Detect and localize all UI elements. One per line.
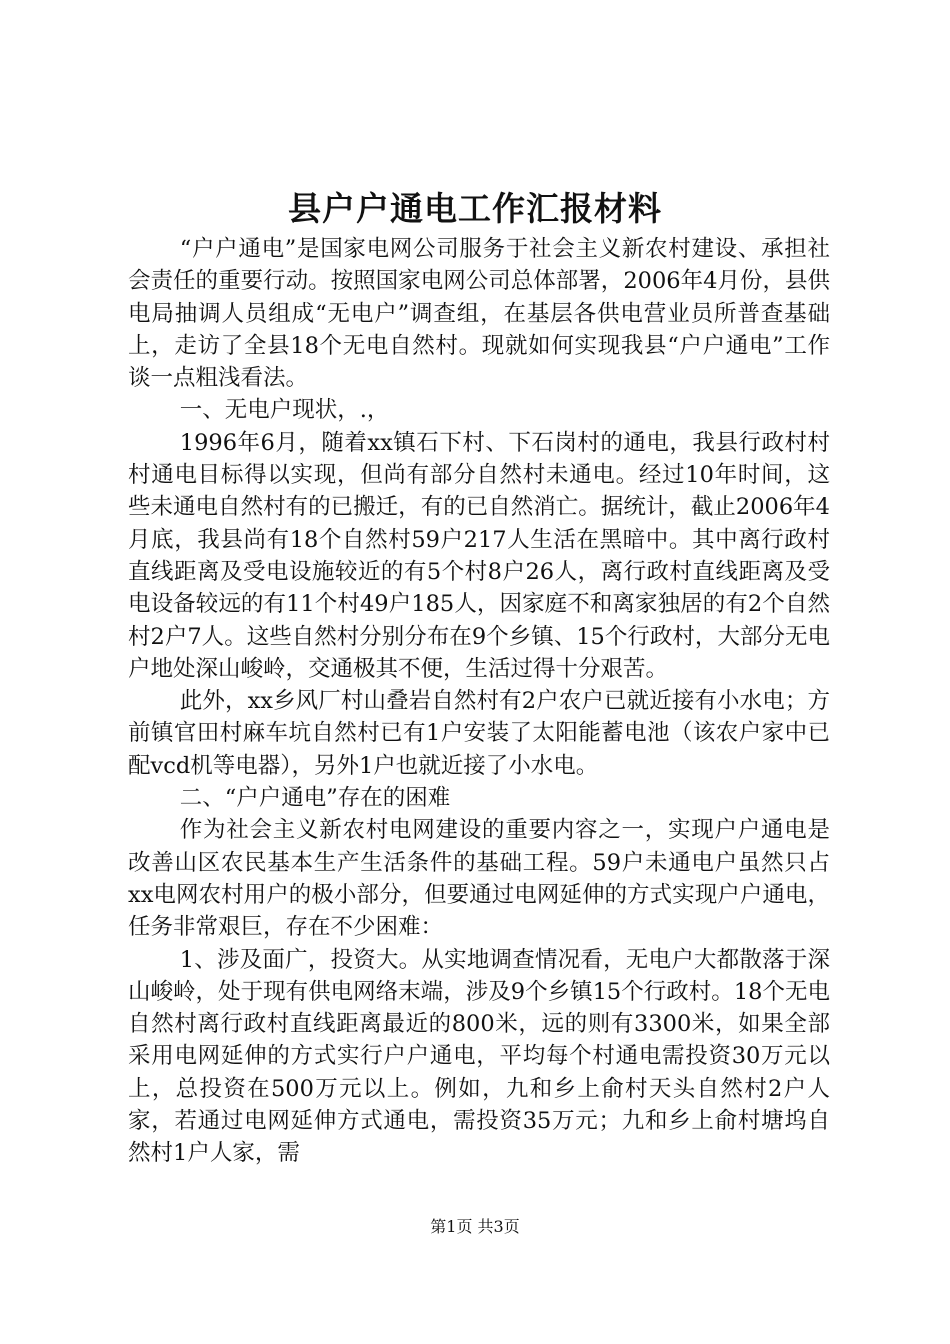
document-body [128,233,830,1170]
page-footer: 第1页 共3页 [430,1217,520,1236]
heading-section-2: 二、“户户通电”存在的困难 [179,785,451,812]
paragraph-status: 1996年6月，随着xx镇石下村、下石岗村的通电，我县行政村村村通电目标得以实现，但尚有部分自然村未通电。经过10年时间，这些未通电自然村有的已搬迁，有的已自然消亡。据统计，截止2006年4月底，我县尚有18个自然村59户217人生活在黑暗中。其中离行政村直线距离及受电设施较近的有5个村8户26人，离行政村直线距离及受电设备较远的有11个村49户185人，因家庭不和离家独居的有2个自然村2户7人。这些自然村分别分布在9个乡镇、15个行政村，大部分无电户地处深山峻岭，交通极其不便，生活过得十分艰苦。 [128,429,830,682]
paragraph-additional: 此外，xx乡风厂村山叠岩自然村有2户农户已就近接有小水电；方前镇官田村麻车坑自然村已有1户安装了太阳能蓄电池（该农户家中已配vcd机等电器），另外1户也就近接了小水电。 [128,688,830,779]
paragraph-difficulties: 作为社会主义新农村电网建设的重要内容之一，实现户户通电是改善山区农民基本生产生活条件的基础工程。59户未通电户虽然只占xx电网农村用户的极小部分，但要通过电网延伸的方式实现户户通电，任务非常艰巨，存在不少困难： [128,817,830,941]
heading-section-1: 一、无电户现状，.， [179,397,390,424]
paragraph-intro: “户户通电”是国家电网公司服务于社会主义新农村建设、承担社会责任的重要行动。按照国家电网公司总体部署，2006年4月份，县供电局抽调人员组成“无电户”调查组，在基层各供电营业员所普查基础上，走访了全县18个无电自然村。现就如何实现我县“户户通电”工作谈一点粗浅看法。 [128,236,830,392]
paragraph-point-1: 1、涉及面广，投资大。从实地调查情况看，无电户大都散落于深山峻岭，处于现有供电网络末端，涉及9个乡镇15个行政村。18个无电自然村离行政村直线距离最近的800米，远的则有3300米，如果全部采用电网延伸的方式实行户户通电，平均每个村通电需投资30万元以上，总投资在500万元以上。例如，九和乡上俞村天头自然村2户人家，若通过电网延伸方式通电，需投资35万元；九和乡上俞村塘坞自然村1户人家，需 [128,946,830,1167]
document-title: 县户户通电工作汇报材料 [288,189,662,228]
